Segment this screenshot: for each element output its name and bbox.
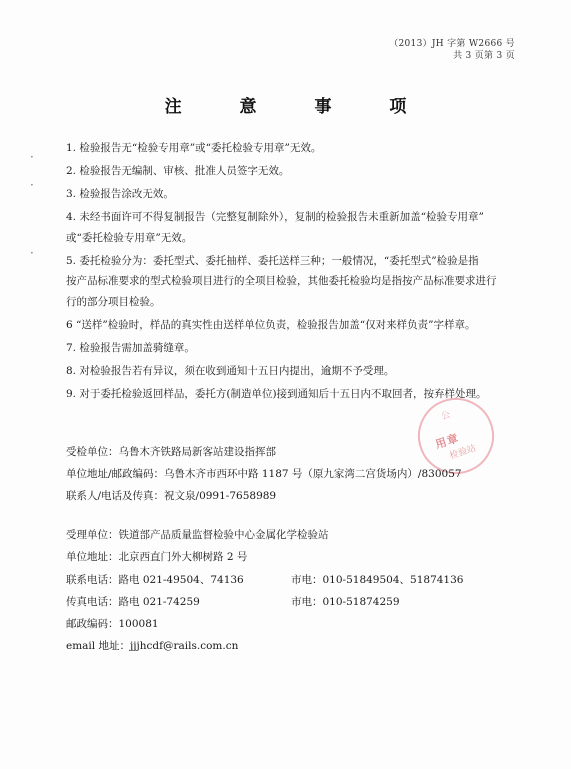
margin-mark: · bbox=[30, 246, 34, 260]
lab-fax-rail: 传真电话：路电 021-74259 bbox=[66, 595, 200, 608]
notice-item: 7. 检验报告需加盖骑缝章。 bbox=[66, 341, 195, 354]
notice-item: 8. 对检验报告若有异议，须在收到通知十五日内提出，逾期不予受理。 bbox=[66, 364, 395, 377]
margin-mark: · bbox=[30, 150, 34, 164]
notice-list bbox=[66, 138, 528, 404]
lab-fax-city: 市电：010-51874259 bbox=[291, 595, 400, 608]
notice-item: 1. 检验报告无“检验专用章”或“委托检验专用章”无效。 bbox=[66, 142, 322, 154]
notice-item-continued: 行的部分项目检验。 bbox=[66, 295, 161, 308]
stamp-text: 用章 bbox=[433, 431, 461, 452]
client-unit: 受检单位：乌鲁木齐铁路局新客站建设指挥部 bbox=[66, 446, 276, 458]
client-address: 单位地址/邮政编码：乌鲁木齐市西环中路 1187 号（原九家湾二宫货场内）/830057 bbox=[66, 468, 462, 480]
client-contact: 联系人/电话及传真：祝文泉/0991-7658989 bbox=[66, 490, 277, 502]
lab-phone-rail: 联系电话：路电 021-49504、74136 bbox=[66, 573, 244, 586]
notice-item-continued: 按产品标准要求的型式检验项目进行的全项目检验，其他委托检验均是指按产品标准要求进行 bbox=[66, 275, 497, 287]
lab-unit: 受理单位：铁道部产品质量监督检验中心金属化学检验站 bbox=[66, 529, 329, 541]
report-number: （2013）JH 字第 W2666 号 bbox=[389, 39, 515, 49]
lab-phone-city: 市电：010-51849504、51874136 bbox=[291, 573, 464, 586]
stamp-text: 公 bbox=[440, 410, 452, 423]
margin-mark: · bbox=[30, 178, 34, 192]
notice-item: 3. 检验报告涂改无效。 bbox=[66, 188, 174, 200]
lab-postcode: 邮政编码：100081 bbox=[66, 618, 159, 631]
lab-info bbox=[66, 524, 528, 658]
page-title: 注 意 事 项 bbox=[164, 97, 433, 117]
notice-item: 6 “送样”检验时，样品的真实性由送样单位负责，检验报告加盖“仅对来样负责”字样章。 bbox=[66, 318, 476, 331]
notice-item: 2. 检验报告无编制、审核、批准人员签字无效。 bbox=[66, 165, 290, 177]
notice-item: 5. 委托检验分为：委托型式、委托抽样、委托送样三种；一般情况，“委托型式”检验是指 bbox=[66, 254, 479, 267]
stamp-text: 检验站 bbox=[448, 443, 478, 462]
client-info bbox=[66, 441, 528, 507]
notice-item: 4. 未经书面许可不得复制报告（完整复制除外），复制的检验报告未重新加盖“检验专用章” bbox=[66, 211, 484, 223]
page-info: 共 3 页第 3 页 bbox=[453, 51, 515, 61]
report-number-block bbox=[389, 38, 515, 62]
lab-address: 单位地址：北京西直门外大柳树路 2 号 bbox=[66, 551, 248, 564]
notice-item: 9. 对于委托检验返回样品，委托方(制造单位)接到通知后十五日内不取回者，按弃样处理。 bbox=[66, 387, 487, 400]
lab-email: email 地址：jjjhcdf@rails.com.cn bbox=[66, 640, 239, 653]
notice-item-continued: 或“委托检验专用章”无效。 bbox=[66, 231, 193, 244]
